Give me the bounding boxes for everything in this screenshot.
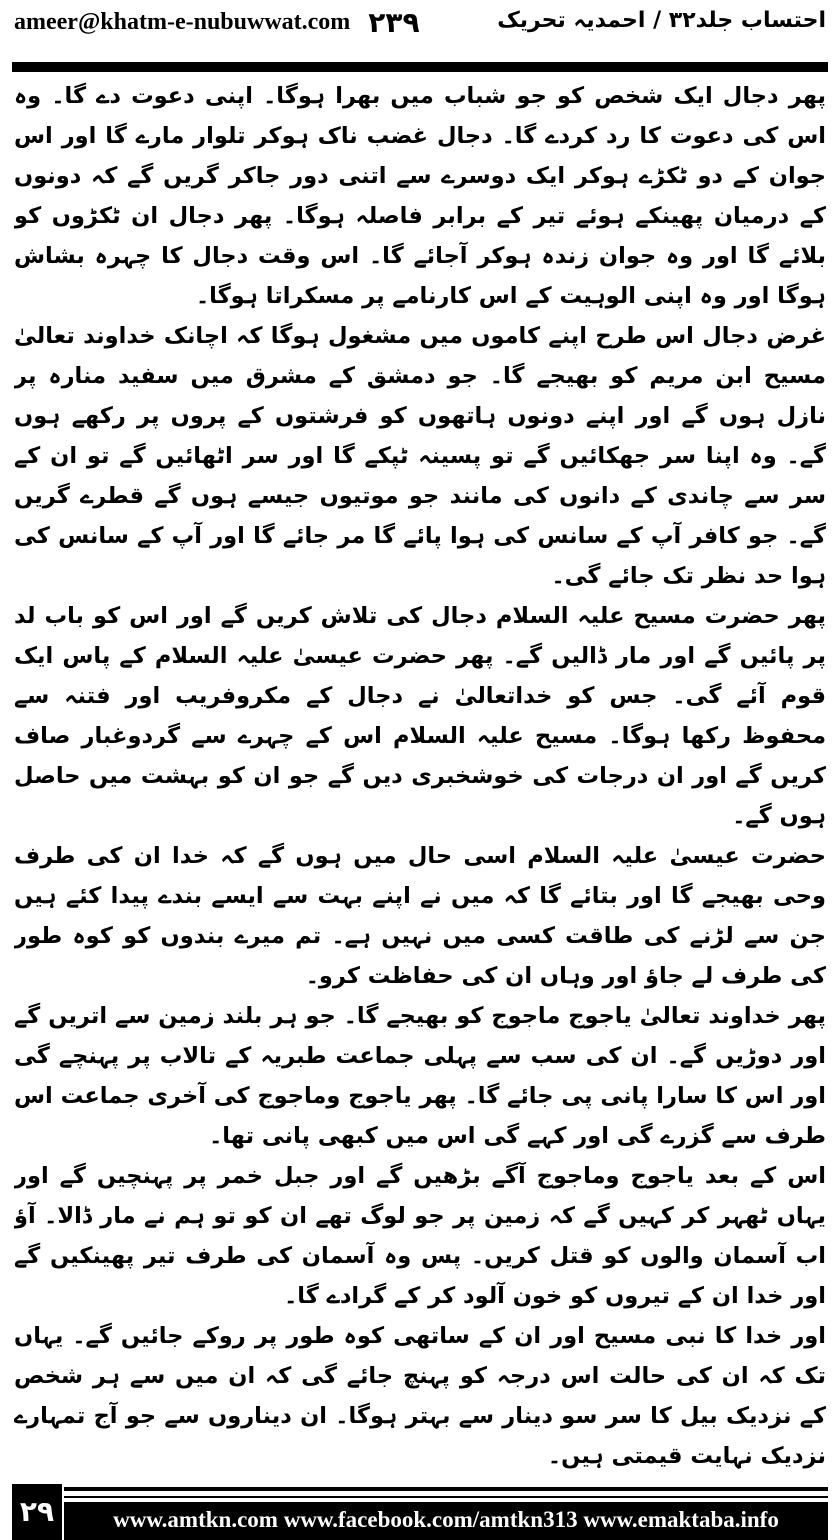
- paragraph: غرض دجال اس طرح اپنے کاموں میں مشغول ہوگا کہ اچانک خداوند تعالیٰ مسیح ابن مریم کو بھیجے گا۔ جو دمشق کے مشرق میں سفید منارہ پر نازل ہوں گے اور اپنے دونوں ہاتھوں کو فرشتوں کے پروں پر رکھے ہوں گے۔ وہ اپنا سر جھکائیں گے تو پسینہ ٹپکے گا اور سر اٹھائیں گے تو ان کے سر سے چاندی کے دانوں کی مانند جو موتیوں جیسے ہوں گے قطرے گریں گے۔ جو کافر آپ کے سانس کی ہوا پائے گا مر جائے گا اور آپ کے سانس کی ہوا حد نظر تک جائے گی۔: [14, 323, 826, 589]
- paragraph: پھر خداوند تعالیٰ یاجوج ماجوج کو بھیجے گا۔ جو ہر بلند زمین سے اتریں گے اور دوڑیں گے۔ ان کی سب سے پہلی جماعت طبریہ کے تالاب پر پہنچے گی اور اس کا سارا پانی پی جائے گا۔ پھر یاجوج وماجوج کی آخری جماعت اس طرف سے گزرے گی اور کہے گی اس میں کبھی پانی تھا۔: [14, 1003, 826, 1149]
- header-left-group: [14, 6, 420, 39]
- paragraph: اور خدا کا نبی مسیح اور ان کے ساتھی کوہ طور پر روکے جائیں گے۔ یہاں تک کہ ان کی حالت اس درجہ کو پہنچ جائے گی کہ ان میں سے ہر شخص کے نزدیک بیل کا سر سو دینار سے بہتر ہوگا۔ ان دیناروں سے جو آج تمہارے نزدیک نہایت قیمتی ہیں۔: [14, 1323, 826, 1469]
- page-footer: [0, 1480, 840, 1540]
- page-body: [14, 76, 826, 1476]
- header-email: ameer@khatm-e-nubuwwat.com: [14, 9, 351, 35]
- paragraph: پھر دجال ایک شخص کو جو شباب میں بھرا ہوگا۔ اپنی دعوت دے گا۔ وہ اس کی دعوت کا رد کردے گا۔ دجال غضب ناک ہوکر تلوار مارے گا اور اس جوان کے دو ٹکڑے ہوکر ایک دوسرے سے اتنی دور جاکر گریں گے کہ دونوں کے درمیان پھینکے ہوئے تیر کے برابر فاصلہ ہوگا۔ پھر دجال ان ٹکڑوں کو بلائے گا اور وہ جوان زندہ ہوکر آجائے گا۔ اس وقت دجال کا چہرہ بشاش ہوگا اور وہ اپنی الوہیت کے اس کارنامے پر مسکراتا ہوگا۔: [14, 83, 826, 309]
- header-book-title: احتساب جلد۳۲ / احمدیہ تحریک: [497, 8, 826, 33]
- header-divider: [12, 62, 828, 72]
- header-page-number: ۲۳۹: [368, 6, 420, 39]
- footer-divider: [64, 1487, 828, 1491]
- paragraph: اس کے بعد یاجوج وماجوج آگے بڑھیں گے اور جبل خمر پر پہنچیں گے اور یہاں ٹھہر کر کہیں گے کہ زمین پر جو لوگ تھے ان کو تو ہم نے مار ڈالا۔ آؤ اب آسمان والوں کو قتل کریں۔ پس وہ آسمان کی طرف تیر پھینکیں گے اور خدا ان کے تیروں کو خون آلود کر کے گرادے گا۔: [14, 1163, 826, 1309]
- footer-page-number: ۲۹: [12, 1484, 62, 1540]
- paragraph: حضرت عیسیٰ علیہ السلام اسی حال میں ہوں گے کہ خدا ان کی طرف وحی بھیجے گا اور بتائے گا کہ میں نے اپنے بہت سے ایسے بندے پیدا کئے ہیں جن سے لڑنے کی طاقت کسی میں نہیں ہے۔ تم میرے بندوں کو کوہ طور کی طرف لے جاؤ اور وہاں ان کی حفاظت کرو۔: [14, 843, 826, 989]
- footer-divider: [64, 1496, 828, 1498]
- paragraph: پھر حضرت مسیح علیہ السلام دجال کی تلاش کریں گے اور اس کو باب لد پر پائیں گے اور مار ڈالیں گے۔ پھر حضرت عیسیٰ علیہ السلام کے پاس ایک قوم آئے گی۔ جس کو خداتعالیٰ نے دجال کے مکروفریب اور فتنہ سے محفوظ رکھا ہوگا۔ مسیح علیہ السلام اس کے چہرے سے گردوغبار صاف کریں گے اور ان درجات کی خوشخبری دیں گے جو ان کو بہشت میں حاصل ہوں گے۔: [14, 603, 826, 829]
- footer-links: www.amtkn.com www.facebook.com/amtkn313 www.emaktaba.info: [64, 1502, 828, 1540]
- page-header: [0, 0, 840, 74]
